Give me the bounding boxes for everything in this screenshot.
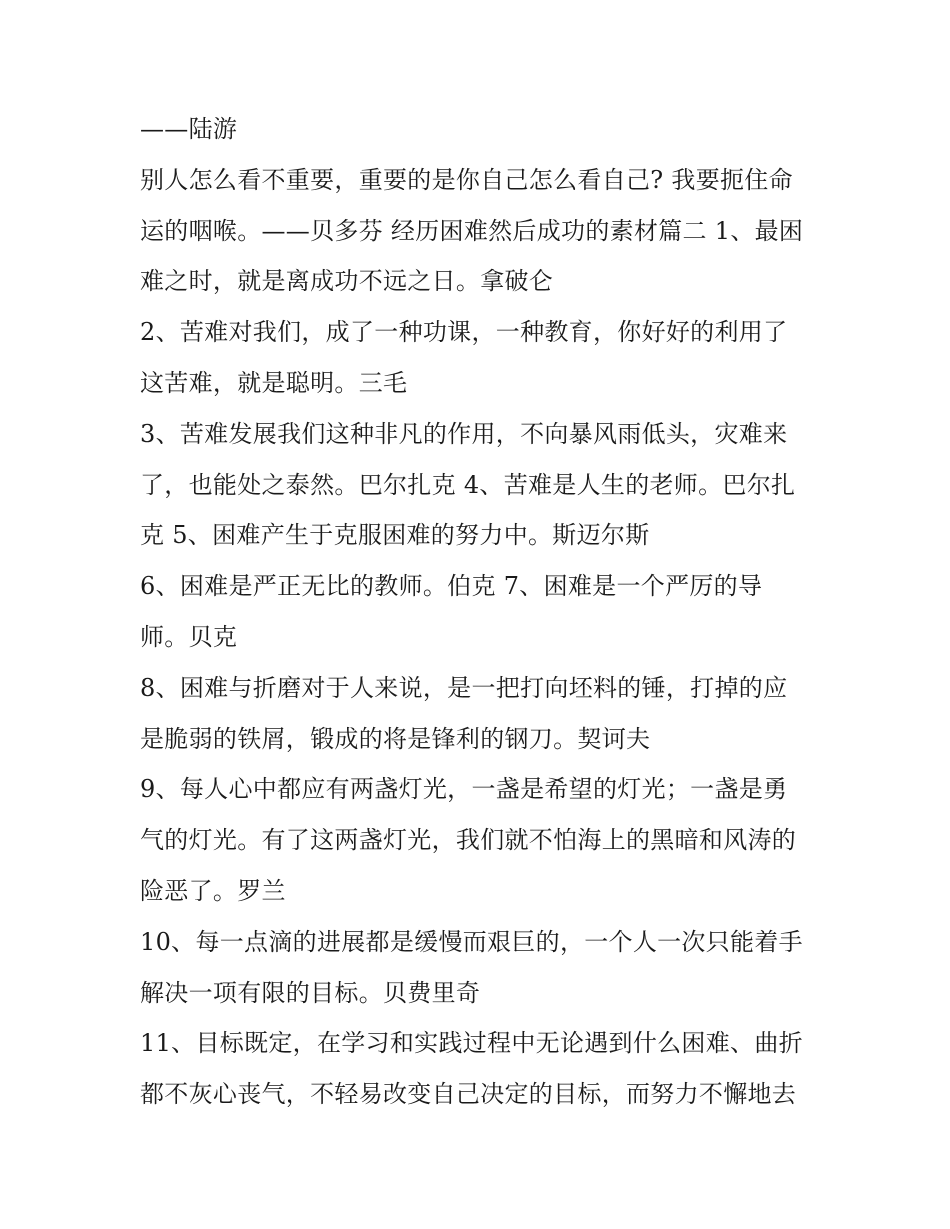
text-line: 6、困难是严正无比的教师。伯克 7、困难是一个严厉的导 bbox=[140, 572, 763, 600]
text-line: 这苦难，就是聪明。三毛 bbox=[140, 369, 408, 397]
text-line: 克 5、困难产生于克服困难的努力中。斯迈尔斯 bbox=[140, 521, 650, 549]
text-line: ——陆游 bbox=[140, 115, 238, 143]
text-line: 险恶了。罗兰 bbox=[140, 877, 286, 905]
text-line: 运的咽喉。——贝多芬 经历困难然后成功的素材篇二 1、最困 bbox=[140, 217, 804, 245]
text-line: 是脆弱的铁屑，锻成的将是锋利的钢刀。契诃夫 bbox=[140, 725, 651, 753]
text-line: 气的灯光。有了这两盏灯光，我们就不怕海上的黑暗和风涛的 bbox=[140, 826, 797, 854]
text-line: 10、每一点滴的进展都是缓慢而艰巨的，一个人一次只能着手 bbox=[140, 928, 803, 956]
text-line: 8、困难与折磨对于人来说，是一把打向坯料的锤，打掉的应 bbox=[140, 674, 788, 702]
text-line: 11、目标既定，在学习和实践过程中无论遇到什么困难、曲折 bbox=[140, 1029, 803, 1057]
text-line: 2、苦难对我们，成了一种功课，一种教育，你好好的利用了 bbox=[140, 318, 788, 346]
text-line: 解决一项有限的目标。贝费里奇 bbox=[140, 979, 481, 1007]
text-line: 3、苦难发展我们这种非凡的作用，不向暴风雨低头，灾难来 bbox=[140, 420, 788, 448]
text-line: 了，也能处之泰然。巴尔扎克 4、苦难是人生的老师。巴尔扎 bbox=[140, 471, 796, 499]
text-line: 师。贝克 bbox=[140, 623, 238, 651]
text-line: 别人怎么看不重要，重要的是你自己怎么看自己? 我要扼住命 bbox=[140, 166, 793, 194]
text-line: 都不灰心丧气，不轻易改变自己决定的目标，而努力不懈地去 bbox=[140, 1080, 797, 1108]
text-line: 9、每人心中都应有两盏灯光，一盏是希望的灯光；一盏是勇 bbox=[140, 775, 788, 803]
text-line: 难之时，就是离成功不远之日。拿破仑 bbox=[140, 267, 554, 295]
